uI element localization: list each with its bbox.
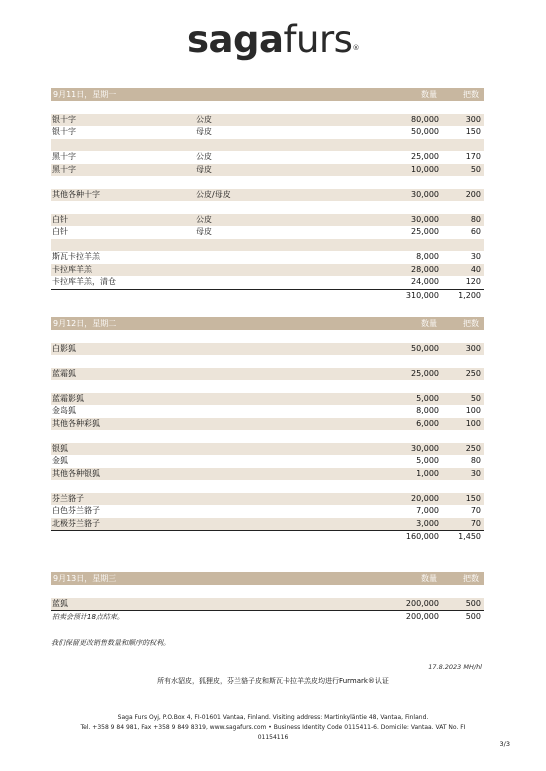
section-title: 9月12日，星期二 (53, 319, 117, 328)
table-row: 蓝霜狐 25,000 250 (51, 368, 484, 381)
table-row: 芬兰貉子 20,000 150 (51, 493, 484, 506)
table-row: 白针 公皮 30,000 80 (51, 214, 484, 227)
table-row: 其他各种银狐 1,000 30 (51, 468, 484, 481)
page-number: 3/3 (499, 740, 510, 748)
table-row: 黑十字 公皮 25,000 170 (52, 152, 481, 161)
footer-line: 01154116 (257, 734, 289, 741)
col-qty-header: 数量 (421, 90, 437, 99)
footer-line: Saga Furs Oyj, P.O.Box 4, FI-01601 Vantaa, Finland. Visiting address: Martinkyläntie 48, Vantaa, Finland. (117, 714, 429, 721)
col-qty-header: 数量 (421, 319, 437, 328)
section-total: 拍卖会预计18点结束。 200,000 500 (51, 611, 484, 624)
section-header (51, 88, 484, 101)
footer (40, 713, 506, 743)
col-bundles-header: 把数 (463, 319, 479, 328)
logo-bold: saga (187, 18, 284, 61)
section-total: 310,000 1,200 (405, 290, 481, 300)
table-row: 北极芬兰貉子 3,000 70 (51, 518, 484, 532)
section-title: 9月13日，星期三 (53, 574, 117, 583)
table-row: 银十字 母皮 50,000 150 (52, 127, 481, 136)
section-sep12 (51, 317, 484, 543)
table-row: 卡拉库羊羔，清仓 24,000 120 (51, 276, 484, 290)
table-row: 金狐 5,000 80 (52, 456, 481, 465)
table-row: 黑十字 母皮 10,000 50 (51, 164, 484, 177)
col-qty-header: 数量 (421, 574, 437, 583)
col-bundles-header: 把数 (463, 90, 479, 99)
table-row: 白针 母皮 25,000 60 (52, 227, 481, 236)
table-row: 白影狐 50,000 300 (51, 343, 484, 356)
section-total: 160,000 1,450 (405, 532, 481, 541)
table-row: 金岛狐 8,000 100 (52, 406, 481, 415)
table-row: 白色芬兰貉子 7,000 70 (52, 506, 481, 515)
logo-light: furs (283, 18, 353, 61)
logo-registered-mark: ® (352, 44, 359, 52)
section-header (51, 572, 484, 585)
table-row: 斯瓦卡拉羊羔 8,000 30 (52, 252, 481, 261)
table-row: 银十字 公皮 80,000 300 (51, 114, 484, 127)
table-row: 其他各种彩狐 6,000 100 (51, 418, 484, 431)
table-row: 其他各种十字 公皮/母皮 30,000 200 (51, 189, 484, 202)
col-bundles-header: 把数 (463, 574, 479, 583)
table-row: 蓝霜影狐 5,000 50 (51, 393, 484, 406)
section-header (51, 317, 484, 330)
auction-end-note: 拍卖会预计18点结束。 (52, 613, 124, 621)
section-sep11 (51, 88, 484, 302)
section-sep13 (51, 572, 484, 624)
section-title: 9月11日，星期一 (53, 90, 117, 99)
table-row: 卡拉库羊羔 28,000 40 (51, 264, 484, 277)
furmark-note: 所有水貂皮，狐狸皮，芬兰貉子皮和斯瓦卡拉羊羔皮均进行Furmark®认证 (157, 677, 389, 685)
table-row: 银狐 30,000 250 (51, 443, 484, 456)
sagafurs-logo (0, 18, 546, 61)
footer-line: Tel. +358 9 84 981, Fax +358 9 849 8319, www.sagafurs.com • Business Identity Code 0115411-6. Domicile: Vantaa. VAT No. FI (80, 724, 466, 731)
table-row: 蓝狐 200,000 500 (51, 598, 484, 612)
doc-date: 17.8.2023 MH/hl (428, 663, 482, 671)
rights-note: 我们保留更改销售数量和顺序的权利。 (51, 639, 170, 647)
